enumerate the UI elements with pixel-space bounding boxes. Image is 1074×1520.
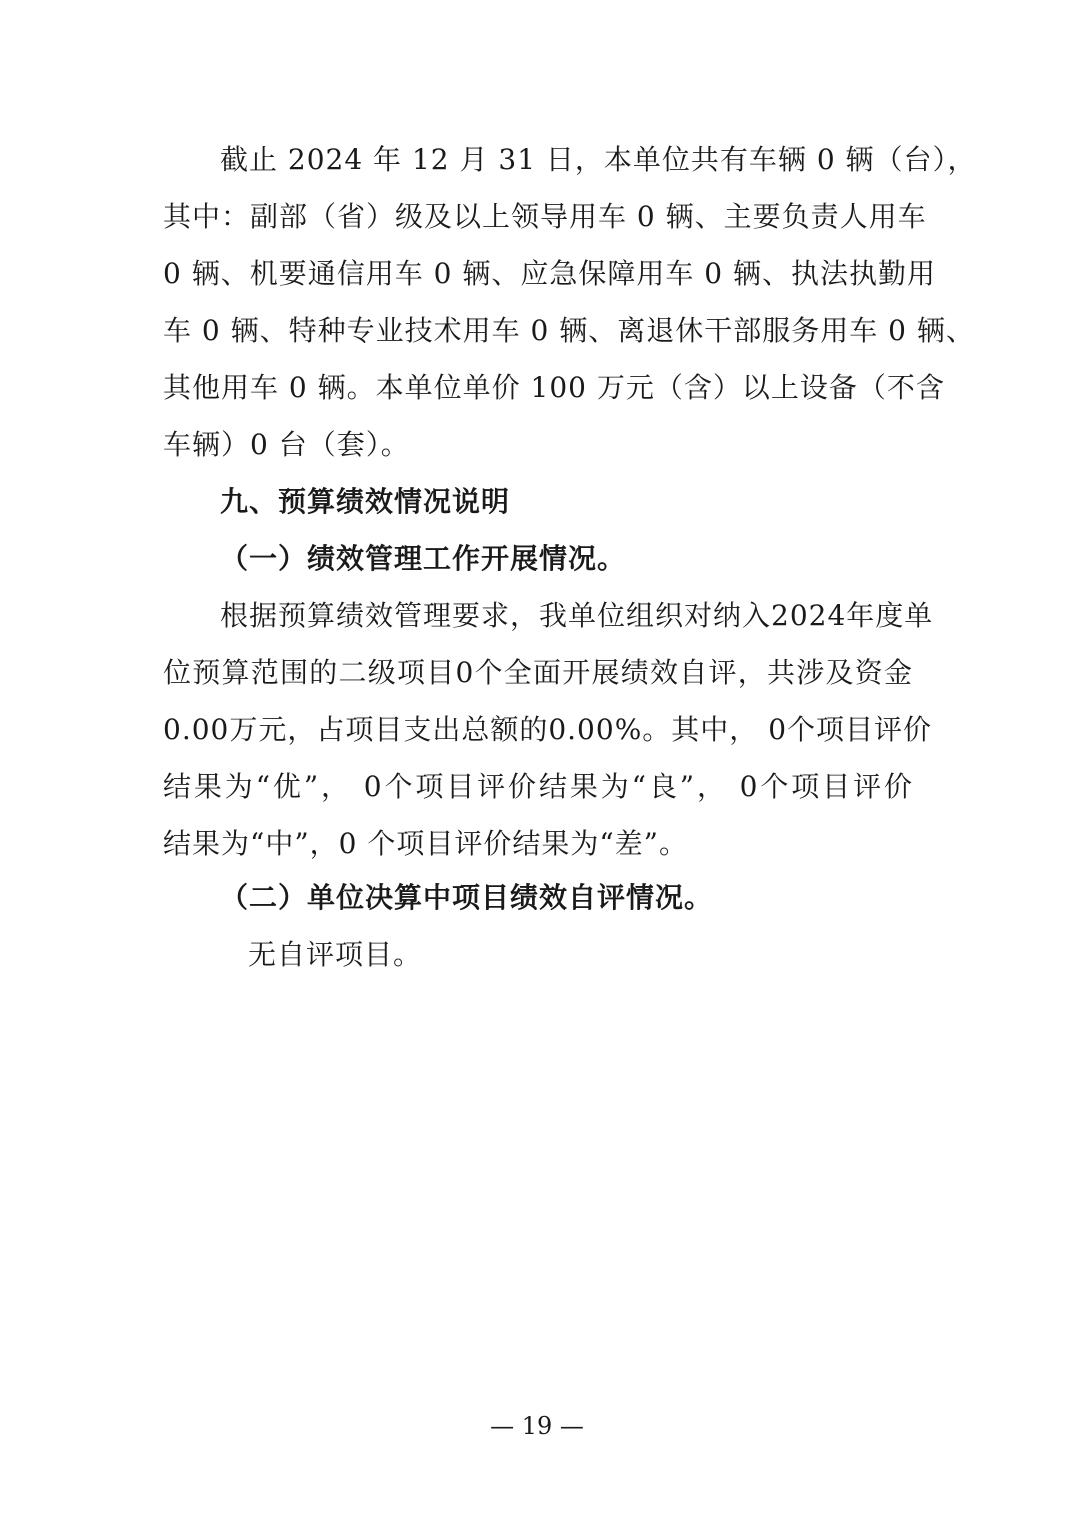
performance-paragraph-line-1: 根据预算绩效管理要求，我单位组织对纳入2024年度单 [220,599,934,632]
vehicle-paragraph-line-4: 车 0 辆、特种专业技术用车 0 辆、离退休干部服务用车 0 辆、 [163,314,975,347]
vehicle-paragraph-line-2: 其中：副部（省）级及以上领导用车 0 辆、主要负责人用车 [163,200,927,233]
section-heading: 九、预算绩效情况说明 [220,485,511,518]
no-evaluation-text: 无自评项目。 [248,938,423,971]
vehicle-paragraph-line-6: 车辆）0 台（套）。 [163,428,410,461]
vehicle-paragraph-line-5: 其他用车 0 辆。本单位单价 100 万元（含）以上设备（不含 [163,371,945,404]
vehicle-paragraph-line-3: 0 辆、机要通信用车 0 辆、应急保障用车 0 辆、执法执勤用 [163,257,936,290]
subsection-1-heading: （一）绩效管理工作开展情况。 [220,542,627,575]
page-number: — 19 — [490,1412,584,1440]
performance-paragraph-line-4: 结果为“优”， 0个项目评价结果为“良”， 0个项目评价 [163,770,913,803]
subsection-2-heading: （二）单位决算中项目绩效自评情况。 [220,881,714,914]
performance-paragraph-line-3: 0.00万元，占项目支出总额的0.00%。其中， 0个项目评价 [163,713,933,746]
vehicle-paragraph-line-1: 截止 2024 年 12 月 31 日，本单位共有车辆 0 辆（台）， [220,143,977,176]
performance-paragraph-line-5: 结果为“中”，0 个项目评价结果为“差”。 [163,827,688,860]
performance-paragraph-line-2: 位预算范围的二级项目0个全面开展绩效自评，共涉及资金 [163,656,913,689]
